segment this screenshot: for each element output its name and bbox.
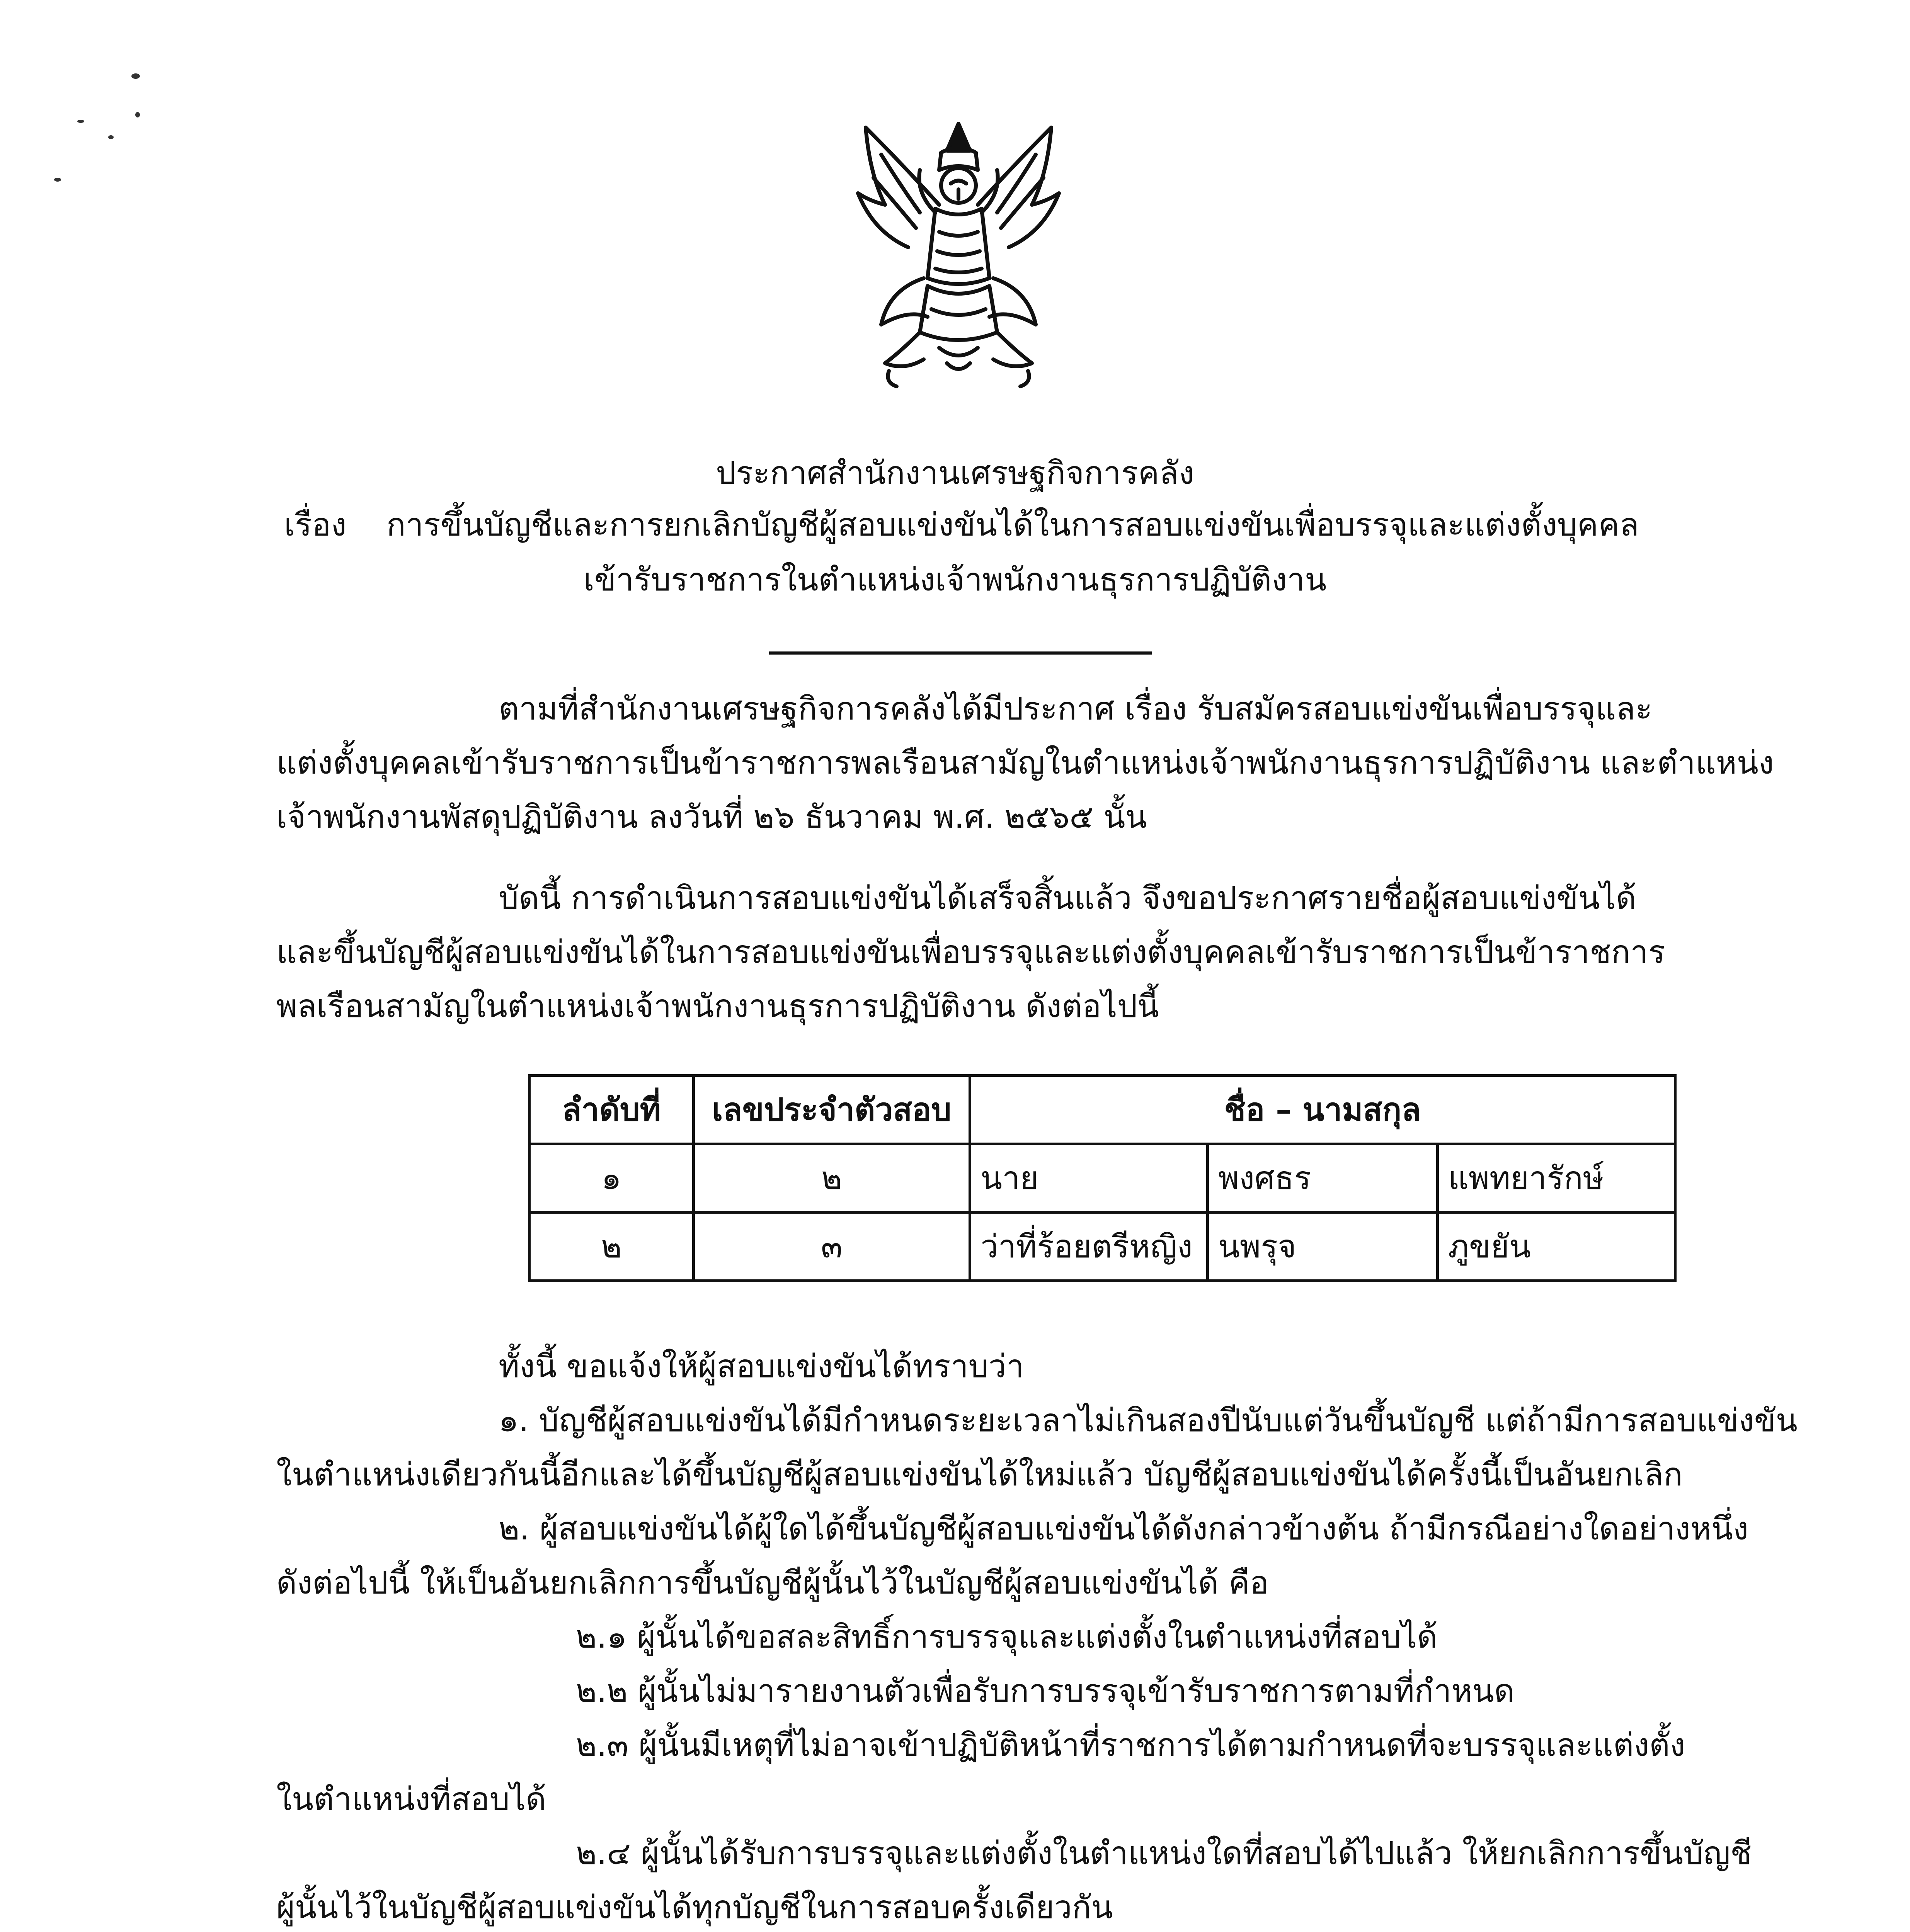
- subject-label: เรื่อง: [284, 507, 347, 543]
- cell-last-name: แพทยารักษ์: [1438, 1144, 1675, 1213]
- notice-item1-line2: ในตำแหน่งเดียวกันนี้อีกและได้ขึ้นบัญชีผู้สอบแข่งขันได้ใหม่แล้ว บัญชีผู้สอบแข่งขันได้ครั้งนี้เป็นอันยกเลิก: [276, 1456, 1683, 1493]
- para1-line-3: เจ้าพนักงานพัสดุปฏิบัติงาน ลงวันที่ ๒๖ ธันวาคม พ.ศ. ๒๕๖๕ นั้น: [276, 799, 1147, 835]
- table-row: [529, 1213, 1675, 1281]
- cell-order: ๒: [529, 1213, 694, 1281]
- para2-line-1: บัดนี้ การดำเนินการสอบแข่งขันได้เสร็จสิ้นแล้ว จึงขอประกาศรายชื่อผู้สอบแข่งขันได้: [499, 880, 1636, 917]
- scan-speck: [77, 120, 84, 123]
- header-full-name: ชื่อ – นามสกุล: [970, 1076, 1675, 1144]
- garuda-emblem-icon: [843, 116, 1074, 394]
- cell-exam-id: ๒: [694, 1144, 970, 1213]
- scan-speck: [54, 178, 61, 182]
- cell-exam-id: ๓: [694, 1213, 970, 1281]
- para1-line-1: ตามที่สำนักงานเศรษฐกิจการคลังได้มีประกาศ เรื่อง รับสมัครสอบแข่งขันเพื่อบรรจุและ: [499, 690, 1653, 727]
- notice-sub-2-3-line2: ในตำแหน่งที่สอบได้: [276, 1781, 546, 1818]
- notice-item1-line1: ๑. บัญชีผู้สอบแข่งขันได้มีกำหนดระยะเวลาไม่เกินสองปีนับแต่วันขึ้นบัญชี แต่ถ้ามีการสอบแข่งขัน: [499, 1402, 1798, 1439]
- scan-speck: [108, 135, 114, 139]
- notice-sub-2-1: ๒.๑ ผู้นั้นได้ขอสละสิทธิ์การบรรจุและแต่งตั้งในตำแหน่งที่สอบได้: [576, 1619, 1438, 1655]
- scan-speck: [135, 112, 140, 117]
- header-order: ลำดับที่: [529, 1076, 694, 1144]
- notice-sub-2-2: ๒.๒ ผู้นั้นไม่มารายงานตัวเพื่อรับการบรรจุเข้ารับราชการตามที่กำหนด: [576, 1673, 1515, 1709]
- notice-sub-2-3-line1: ๒.๓ ผู้นั้นมีเหตุที่ไม่อาจเข้าปฏิบัติหน้าที่ราชการได้ตามกำหนดที่จะบรรจุและแต่งตั้ง: [576, 1727, 1685, 1764]
- scan-speck: [131, 73, 140, 79]
- announcement-org: ประกาศสำนักงานเศรษฐกิจการคลัง: [716, 455, 1194, 492]
- para2-line-2: และขึ้นบัญชีผู้สอบแข่งขันได้ในการสอบแข่งขันเพื่อบรรจุและแต่งตั้งบุคคลเข้ารับราชการเป็นข้าราชการ: [276, 934, 1665, 971]
- notice-item2-line1: ๒. ผู้สอบแข่งขันได้ผู้ใดได้ขึ้นบัญชีผู้สอบแข่งขันได้ดังกล่าวข้างต้น ถ้ามีกรณีอย่างใดอย่างหนึ่ง: [499, 1510, 1749, 1547]
- cell-first-name: นพรุจ: [1208, 1213, 1438, 1281]
- cell-title: ว่าที่ร้อยตรีหญิง: [970, 1213, 1208, 1281]
- notice-intro: ทั้งนี้ ขอแจ้งให้ผู้สอบแข่งขันได้ทราบว่า: [499, 1348, 1024, 1385]
- cell-order: ๑: [529, 1144, 694, 1213]
- cell-last-name: ภูขยัน: [1438, 1213, 1675, 1281]
- results-table: [528, 1074, 1677, 1282]
- header-divider: [769, 651, 1152, 655]
- cell-first-name: พงศธร: [1208, 1144, 1438, 1213]
- para1-line-2: แต่งตั้งบุคคลเข้ารับราชการเป็นข้าราชการพลเรือนสามัญในตำแหน่งเจ้าพนักงานธุรการปฏิบัติงาน และตำแหน่ง: [276, 745, 1774, 781]
- table-header-row: [529, 1076, 1675, 1144]
- notice-sub-2-4-line1: ๒.๔ ผู้นั้นได้รับการบรรจุและแต่งตั้งในตำแหน่งใดที่สอบได้ไปแล้ว ให้ยกเลิกการขึ้นบัญชี: [576, 1835, 1752, 1872]
- cell-title: นาย: [970, 1144, 1208, 1213]
- notice-sub-2-4-line2: ผู้นั้นไว้ในบัญชีผู้สอบแข่งขันได้ทุกบัญชีในการสอบครั้งเดียวกัน: [276, 1889, 1113, 1926]
- notice-item2-line2: ดังต่อไปนี้ ให้เป็นอันยกเลิกการขึ้นบัญชีผู้นั้นไว้ในบัญชีผู้สอบแข่งขันได้ คือ: [276, 1565, 1269, 1601]
- table-row: [529, 1144, 1675, 1213]
- subject-line-2: เข้ารับราชการในตำแหน่งเจ้าพนักงานธุรการปฏิบัติงาน: [583, 561, 1327, 598]
- subject-line-1: การขึ้นบัญชีและการยกเลิกบัญชีผู้สอบแข่งขันได้ในการสอบแข่งขันเพื่อบรรจุและแต่งตั้งบุคคล: [386, 507, 1639, 543]
- header-exam-id: เลขประจำตัวสอบ: [694, 1076, 970, 1144]
- para2-line-3: พลเรือนสามัญในตำแหน่งเจ้าพนักงานธุรการปฏิบัติงาน ดังต่อไปนี้: [276, 988, 1159, 1025]
